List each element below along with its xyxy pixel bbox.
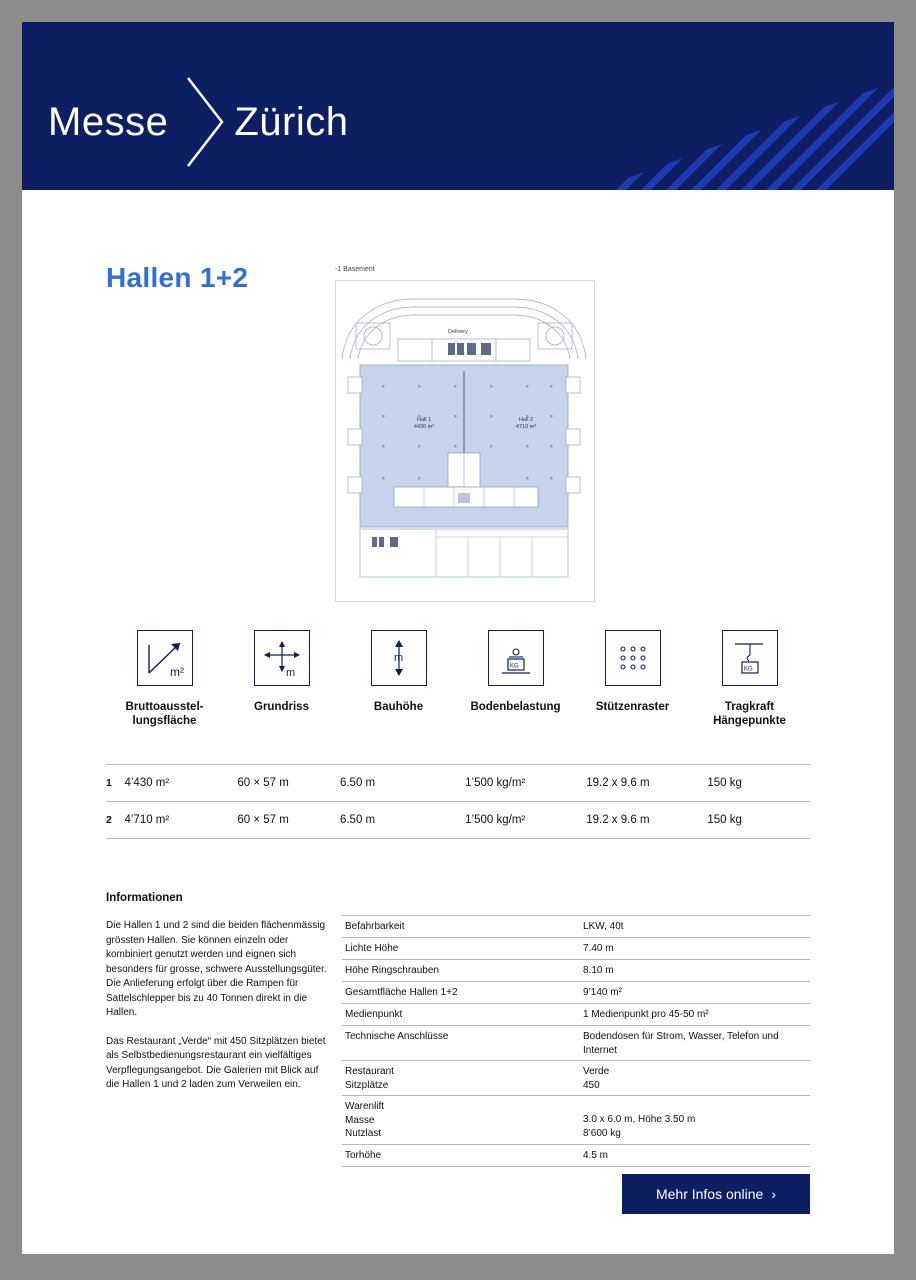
plan-canvas <box>335 280 595 602</box>
header-stripes-decoration <box>594 22 894 190</box>
spec-value: Bodendosen für Strom, Wasser, Telefon und Internet <box>574 1026 810 1060</box>
spec-key-group <box>342 1061 574 1095</box>
spec-value-masse: 3.0 x 6.0 m, Höhe 3.50 m <box>583 1114 696 1125</box>
spec-value-group <box>574 1061 810 1095</box>
spec-row <box>342 1145 810 1167</box>
spec-value-group <box>574 1096 810 1144</box>
information-heading: Informationen <box>106 892 183 904</box>
spec-key: Restaurant <box>345 1066 394 1077</box>
spec-value: 1 Medienpunkt pro 45-50 m² <box>574 1004 810 1025</box>
floor-plan <box>335 266 595 620</box>
spec-value: LKW, 40t <box>574 916 810 937</box>
spec-value-spacer <box>583 1100 810 1113</box>
spec-key: Höhe Ringschrauben <box>345 965 439 976</box>
row-floorplan: 60 × 57 m <box>237 765 340 802</box>
plan-level-caption: -1 Basement <box>335 266 375 273</box>
logo <box>48 74 348 170</box>
spec-row <box>342 982 810 1004</box>
spec-row <box>342 915 810 938</box>
svg-text:KG: KG <box>743 666 753 673</box>
document-page <box>22 22 894 1254</box>
area-icon <box>137 630 193 686</box>
spec-icon-floorload <box>457 630 574 729</box>
svg-text:m²: m² <box>169 665 184 679</box>
more-info-button[interactable] <box>622 1174 810 1214</box>
icon-caption-height: Bauhöhe <box>373 701 424 713</box>
spec-row-warenlift <box>342 1096 810 1145</box>
height-icon <box>371 630 427 686</box>
row-height: 6.50 m <box>340 802 465 839</box>
row-index: 2 <box>106 802 124 839</box>
page-header <box>22 22 894 190</box>
information-paragraph-1: Die Hallen 1 und 2 sind die beiden flächenmässig grössten Hallen. Sie können einzeln oder kombiniert genutzt werden und eignen sich besonders für grosse, schwere Ausstellungsgüter. Die Anlieferung erfolgt über die Rampen für Sattelschlepper bis zu 40 Tonnen direkt in die Hallen. <box>106 920 327 1018</box>
information-spec-list <box>342 915 810 1167</box>
icon-caption-area: Bruttoausstel- lungsfläche <box>125 701 204 728</box>
row-columngrid: 19.2 x 9.6 m <box>586 802 707 839</box>
spec-value: 8.10 m <box>574 960 810 981</box>
plan-delivery-label: Delivery <box>448 329 468 335</box>
plan-hall2-label <box>496 417 556 431</box>
spec-icon-area <box>106 630 223 729</box>
information-text <box>106 919 334 1107</box>
spec-icon-floorplan <box>223 630 340 729</box>
row-suspension: 150 kg <box>707 802 810 839</box>
row-floorload: 1’500 kg/m² <box>465 765 586 802</box>
more-info-label: Mehr Infos online <box>655 1186 764 1202</box>
row-height: 6.50 m <box>340 765 465 802</box>
svg-text:m: m <box>393 652 403 664</box>
page-title: Hallen 1+2 <box>106 262 249 293</box>
table-row <box>106 765 810 802</box>
spec-row <box>342 1004 810 1026</box>
spec-key: Lichte Höhe <box>345 943 399 954</box>
logo-text-messe: Messe <box>48 99 169 144</box>
information-paragraph-2: Das Restaurant „Verde“ mit 450 Sitzplätzen bietet als Selbstbedienungsrestaurant ein vielfältiges Verpflegungsangebot. Die Galerien mit Blick auf die Hallen 1 und 2 laden zum Verweilen ein. <box>106 1035 326 1090</box>
icon-caption-columngrid: Stützenraster <box>595 701 670 713</box>
svg-text:m: m <box>285 667 295 679</box>
spec-value: 4.5 m <box>574 1145 810 1166</box>
floor-load-icon <box>488 630 544 686</box>
plan-hall1-name: Hall 1 <box>416 417 432 423</box>
logo-text-zurich: Zürich <box>234 99 349 144</box>
row-floorload: 1’500 kg/m² <box>465 802 586 839</box>
spec-icon-row <box>106 630 810 729</box>
spec-subkey-nutzlast: Nutzlast <box>345 1128 382 1139</box>
spec-subkey-masse: Masse <box>345 1114 375 1126</box>
spec-key: Technische Anschlüsse <box>345 1031 449 1042</box>
icon-caption-floorload: Bodenbelastung <box>470 701 561 713</box>
plan-hall2-name: Hall 2 <box>518 417 534 423</box>
spec-icon-columngrid <box>574 630 691 729</box>
row-columngrid: 19.2 x 9.6 m <box>586 765 707 802</box>
table-row <box>106 802 810 839</box>
hall-spec-table <box>106 764 810 839</box>
spec-key: Medienpunkt <box>345 1009 403 1020</box>
spec-value: Verde <box>583 1066 610 1077</box>
column-grid-icon <box>605 630 661 686</box>
spec-icon-suspension <box>691 630 808 729</box>
plan-hall1-label <box>394 417 454 431</box>
spec-value: 7.40 m <box>574 938 810 959</box>
row-area: 4’710 m² <box>124 802 237 839</box>
spec-key-group <box>342 1096 574 1144</box>
spec-key: Torhöhe <box>345 1149 382 1161</box>
spec-row <box>342 1026 810 1061</box>
spec-icon-height <box>340 630 457 729</box>
plan-hall2-area: 4710 m² <box>515 423 537 430</box>
spec-subkey: Sitzplätze <box>345 1079 389 1091</box>
spec-key: Gesamtfläche Hallen 1+2 <box>345 987 458 998</box>
logo-bracket-icon <box>182 74 228 170</box>
spec-subvalue: 450 <box>583 1079 600 1091</box>
row-index: 1 <box>106 765 124 802</box>
spec-value: 9’140 m² <box>574 982 810 1003</box>
chevron-right-icon: › <box>771 1186 777 1202</box>
suspension-load-icon <box>722 630 778 686</box>
spec-key: Befahrbarkeit <box>345 921 405 932</box>
row-area: 4’430 m² <box>124 765 237 802</box>
spec-row <box>342 960 810 982</box>
svg-text:KG: KG <box>509 663 519 670</box>
spec-value-nutzlast: 8’600 kg <box>583 1127 621 1139</box>
spec-row-restaurant <box>342 1061 810 1096</box>
icon-caption-suspension: Tragkraft Hängepunkte <box>713 701 786 728</box>
icon-caption-floorplan: Grundriss <box>254 701 309 713</box>
row-suspension: 150 kg <box>707 765 810 802</box>
plan-hall1-area: 4430 m² <box>413 423 435 430</box>
spec-row <box>342 938 810 960</box>
spec-key: Warenlift <box>345 1101 385 1112</box>
floorplan-icon <box>254 630 310 686</box>
row-floorplan: 60 × 57 m <box>237 802 340 839</box>
